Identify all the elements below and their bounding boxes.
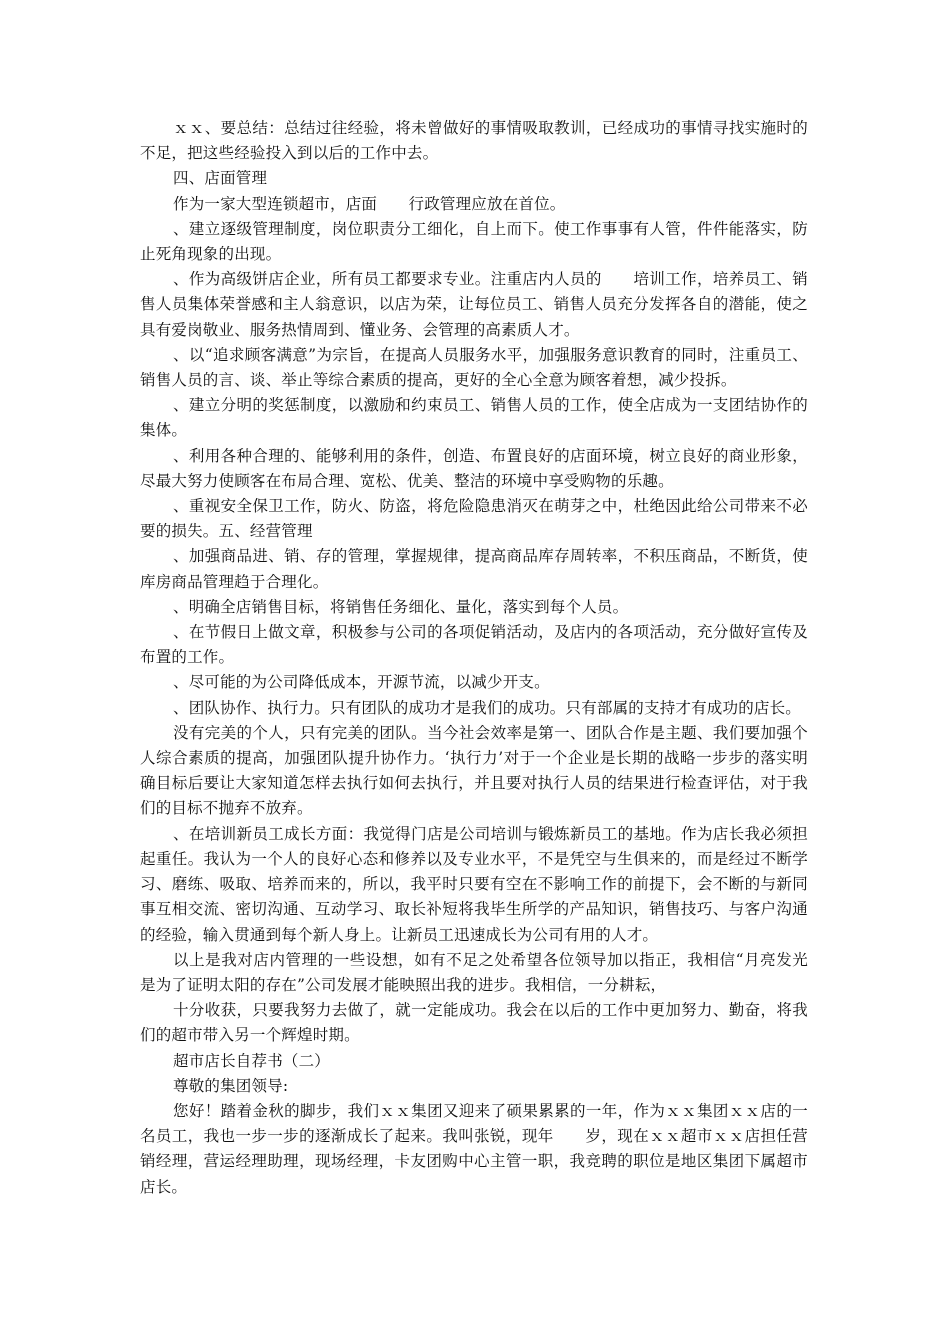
paragraph-letter-body: 您好！踏着金秋的脚步，我们ｘｘ集团又迎来了硕果累累的一年，作为ｘｘ集团ｘｘ店的一名员工，我也一步一步的逐渐成长了起来。我叫张锐，现年 岁，现在ｘｘ超市ｘｘ店担任营销经理，营运经理助理，现场经理，卡友团购中心主管一职，我竞聘的职位是地区集团下属超市店长。 — [140, 1101, 808, 1196]
paragraph-item: 、明确全店销售目标，将销售任务细化、量化，落实到每个人员。 — [173, 597, 629, 616]
section-title: 超市店长自荐书（二） — [173, 1051, 331, 1070]
paragraph-teamwork: 没有完美的个人，只有完美的团队。当今社会效率是第一、团队合作是主题、我们要加强个人综合素质的提高，加强团队提升协作力。‘执行力’对于一个企业是长期的战略一步步的落实明确目标后要让大家知道怎样去执行如何去执行，并且要对执行人员的结果进行检查评估，对于我们的目标不抛弃不放弃。 — [140, 723, 808, 818]
paragraph-item: 、以“追求顾客满意”为宗旨，在提高人员服务水平，加强服务意识教育的同时，注重员工、销售人员的言、谈、举止等综合素质的提高，更好的全心全意为顾客着想，减少投拆。 — [140, 345, 808, 390]
paragraph-training: 、在培训新员工成长方面：我觉得门店是公司培训与锻炼新员工的基地。作为店长我必须担起重任。我认为一个人的良好心态和修养以及专业水平，不是凭空与生俱来的，而是经过不断学习、磨练、吸取、培养而来的，所以，我平时只要有空在不影响工作的前提下，会不断的与新同事互相交流、密切沟通、互动学习、取长补短将我毕生所学的产品知识，销售技巧、与客户沟通的经验，输入贯通到每个新人身上。让新员工迅速成长为公司有用的人才。 — [140, 824, 808, 944]
salutation: 尊敬的集团领导: — [173, 1076, 289, 1095]
paragraph-item: 、建立逐级管理制度，岗位职责分工细化，自上而下。使工作事事有人管，件件能落实，防止死角现象的出现。 — [140, 219, 808, 264]
paragraph-item: 、尽可能的为公司降低成本，开源节流，以减少开支。 — [173, 673, 550, 692]
paragraph-item: 、作为高级饼店企业，所有员工都要求专业。注重店内人员的 培训工作，培养员工、销售人员集体荣誉感和主人翁意识，以店为荣，让每位员工、销售人员充分发挥各自的潜能，使之具有爱岗敬业、服务热情周到、懂业务、会管理的高素质人才。 — [140, 270, 808, 339]
document-page — [140, 116, 808, 1200]
paragraph-intro: 作为一家大型连锁超市，店面 行政管理应放在首位。 — [173, 194, 566, 213]
paragraph-conclusion-cont: 十分收获，只要我努力去做了，就一定能成功。我会在以后的工作中更加努力、勤奋，将我们的超市带入另一个辉煌时期。 — [140, 1001, 808, 1045]
paragraph-item: 、建立分明的奖惩制度，以激励和约束员工、销售人员的工作，使全店成为一支团结协作的集体。 — [140, 396, 808, 440]
paragraph-conclusion: 以上是我对店内管理的一些设想，如有不足之处希望各位领导加以指正，我相信“月亮发光是为了证明太阳的存在”公司发展才能映照出我的进步。我相信，一分耕耘， — [140, 950, 808, 994]
paragraph-item: 、重视安全保卫工作，防火、防盗，将危险隐患消灭在萌芽之中，杜绝因此给公司带来不必要的损失。五、经营管理 — [140, 497, 808, 541]
paragraph-item: 、在节假日上做文章，积极参与公司的各项促销活动，及店内的各项活动，充分做好宣传及布置的工作。 — [140, 623, 808, 667]
paragraph-summary: ｘｘ、要总结：总结过往经验，将未曾做好的事情吸取教训，已经成功的事情寻找实施时的不足，把这些经验投入到以后的工作中去。 — [140, 119, 808, 163]
paragraph-item: 、团队协作、执行力。只有团队的成功才是我们的成功。只有部属的支持才有成功的店长。 — [173, 698, 802, 717]
paragraph-item: 、利用各种合理的、能够利用的条件，创造、布置良好的店面环境，树立良好的商业形象，尽最大努力使顾客在布局合理、宽松、优美、整洁的环境中享受购物的乐趣。 — [140, 446, 808, 490]
heading-store-management: 四、店面管理 — [173, 169, 268, 188]
paragraph-item: 、加强商品进、销、存的管理，掌握规律，提高商品库存周转率，不积压商品，不断货，使库房商品管理趋于合理化。 — [140, 547, 808, 591]
